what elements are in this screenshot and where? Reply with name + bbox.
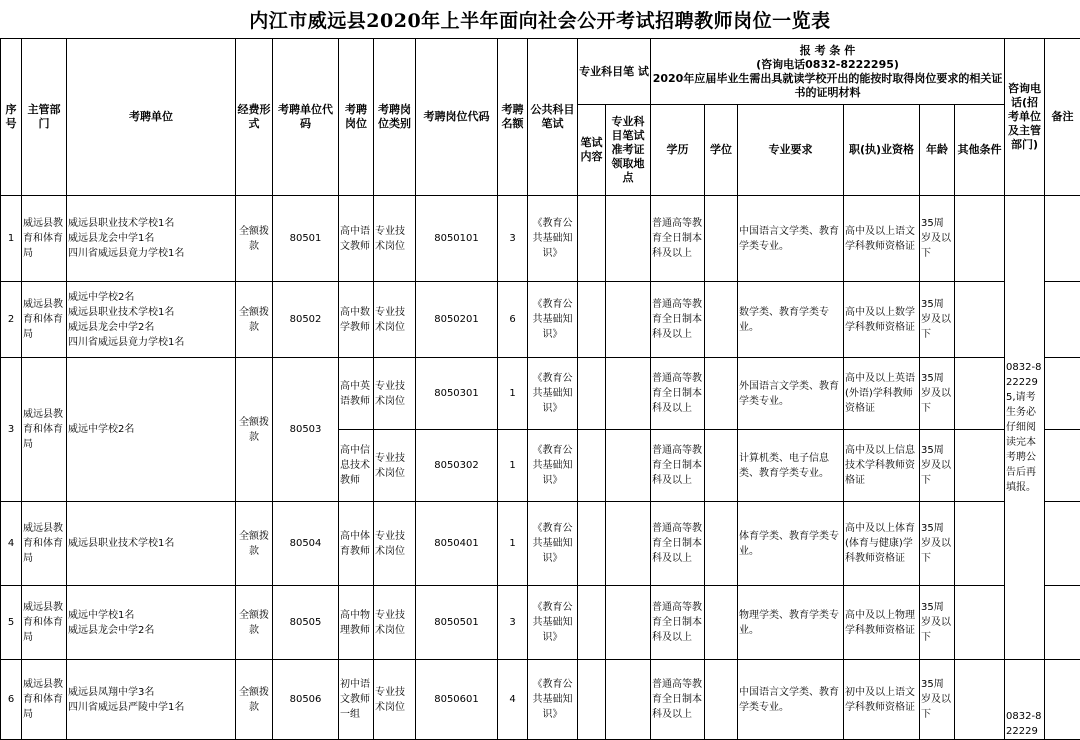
cell-remark — [1045, 660, 1080, 740]
cell-fund: 全额拨款 — [236, 586, 273, 660]
cell-age: 35周岁及以下 — [920, 502, 955, 586]
cell-edu: 普通高等教育全日制本科及以上 — [651, 660, 705, 740]
cell-exam-ticket — [606, 282, 651, 358]
cell-exam-ticket — [606, 430, 651, 502]
table-row — [1, 502, 1080, 586]
cell-post: 初中语文教师一组 — [339, 660, 374, 740]
cell-fund: 全额拨款 — [236, 196, 273, 282]
conditions-note: 2020年应届毕业生需出具就读学校开出的能按时取得岗位要求的相关证书的证明材料 — [652, 72, 1003, 100]
cell-contact: 0832-822229 — [1005, 660, 1045, 740]
cell-post-code: 8050601 — [416, 660, 498, 740]
cell-remark — [1045, 282, 1080, 358]
cell-public-exam: 《教育公共基础知识》 — [528, 358, 578, 430]
cell-major: 中国语言文学类、教育学类专业。 — [738, 660, 844, 740]
cell-public-exam: 《教育公共基础知识》 — [528, 196, 578, 282]
cell-edu: 普通高等教育全日制本科及以上 — [651, 196, 705, 282]
cell-dept: 威远县教育和体育局 — [22, 586, 67, 660]
cell-other — [955, 430, 1005, 502]
cell-public-exam: 《教育公共基础知识》 — [528, 282, 578, 358]
cell-public-exam: 《教育公共基础知识》 — [528, 430, 578, 502]
cell-dept: 威远县教育和体育局 — [22, 502, 67, 586]
cell-post-type: 专业技术岗位 — [374, 358, 416, 430]
cell-other — [955, 660, 1005, 740]
cell-exam-content — [578, 282, 606, 358]
cell-unit-code: 80504 — [273, 502, 339, 586]
cell-fund: 全额拨款 — [236, 660, 273, 740]
cell-post-type: 专业技术岗位 — [374, 282, 416, 358]
cell-exam-content — [578, 430, 606, 502]
cell-cert: 初中及以上语文学科教师资格证 — [844, 660, 920, 740]
cell-post-code: 8050501 — [416, 586, 498, 660]
header-unit-code: 考聘单位代码 — [273, 39, 339, 196]
header-contact: 咨询电话(招考单位及主管部门) — [1005, 39, 1045, 196]
header-post: 考聘岗位 — [339, 39, 374, 196]
header-conditions — [651, 39, 1005, 105]
cell-age: 35周岁及以下 — [920, 586, 955, 660]
cell-remark — [1045, 196, 1080, 282]
header-dept: 主管部门 — [22, 39, 67, 196]
cell-quota: 6 — [498, 282, 528, 358]
cell-edu: 普通高等教育全日制本科及以上 — [651, 430, 705, 502]
cell-degree — [705, 586, 738, 660]
cell-exam-content — [578, 502, 606, 586]
cell-dept: 威远县教育和体育局 — [22, 660, 67, 740]
cell-exam-ticket — [606, 586, 651, 660]
cell-quota: 3 — [498, 196, 528, 282]
cell-post-type: 专业技术岗位 — [374, 660, 416, 740]
header-quota: 考聘名额 — [498, 39, 528, 196]
cell-unit: 威远县职业技术学校1名 威远县龙会中学1名 四川省威远县竟力学校1名 — [67, 196, 236, 282]
cell-major: 外国语言文学类、教育学类专业。 — [738, 358, 844, 430]
cell-seq: 3 — [1, 358, 22, 502]
header-major-exam: 专业科目笔 试 — [578, 39, 651, 105]
cell-post-type: 专业技术岗位 — [374, 502, 416, 586]
cell-public-exam: 《教育公共基础知识》 — [528, 586, 578, 660]
header-exam-content: 笔试内容 — [578, 105, 606, 196]
cell-cert: 高中及以上语文学科教师资格证 — [844, 196, 920, 282]
cell-unit-code: 80501 — [273, 196, 339, 282]
cell-degree — [705, 196, 738, 282]
cell-age: 35周岁及以下 — [920, 430, 955, 502]
cell-exam-ticket — [606, 660, 651, 740]
cell-unit: 威远县凤翔中学3名 四川省威远县严陵中学1名 — [67, 660, 236, 740]
cell-quota: 4 — [498, 660, 528, 740]
cell-unit-code: 80505 — [273, 586, 339, 660]
cell-fund: 全额拨款 — [236, 358, 273, 502]
cell-seq: 1 — [1, 196, 22, 282]
cell-exam-content — [578, 586, 606, 660]
conditions-title: 报 考 条 件 — [652, 44, 1003, 58]
table-row — [1, 282, 1080, 358]
cell-post: 高中语文教师 — [339, 196, 374, 282]
cell-exam-content — [578, 358, 606, 430]
cell-post-code: 8050101 — [416, 196, 498, 282]
cell-seq: 5 — [1, 586, 22, 660]
table-row — [1, 586, 1080, 660]
cell-quota: 1 — [498, 502, 528, 586]
cell-edu: 普通高等教育全日制本科及以上 — [651, 586, 705, 660]
table-row — [1, 660, 1080, 740]
cell-other — [955, 502, 1005, 586]
cell-seq: 2 — [1, 282, 22, 358]
cell-post: 高中信息技术教师 — [339, 430, 374, 502]
cell-quota: 1 — [498, 430, 528, 502]
cell-exam-content — [578, 660, 606, 740]
cell-dept: 威远县教育和体育局 — [22, 196, 67, 282]
cell-exam-ticket — [606, 196, 651, 282]
conditions-phone: (咨询电话0832-8222295) — [652, 58, 1003, 72]
cell-remark — [1045, 358, 1080, 430]
cell-fund: 全额拨款 — [236, 282, 273, 358]
cell-cert: 高中及以上物理学科教师资格证 — [844, 586, 920, 660]
cell-post: 高中英语教师 — [339, 358, 374, 430]
cell-unit: 威远中学校2名 威远县职业技术学校1名 威远县龙会中学2名 四川省威远县竟力学校1名 — [67, 282, 236, 358]
cell-exam-ticket — [606, 358, 651, 430]
cell-degree — [705, 282, 738, 358]
cell-unit: 威远县职业技术学校1名 — [67, 502, 236, 586]
cell-public-exam: 《教育公共基础知识》 — [528, 660, 578, 740]
cell-major: 物理学类、教育学类专业。 — [738, 586, 844, 660]
header-major-req: 专业要求 — [738, 105, 844, 196]
cell-public-exam: 《教育公共基础知识》 — [528, 502, 578, 586]
cell-post-type: 专业技术岗位 — [374, 196, 416, 282]
cell-cert: 高中及以上英语(外语)学科教师资格证 — [844, 358, 920, 430]
cell-degree — [705, 358, 738, 430]
cell-cert: 高中及以上体育(体育与健康)学科教师资格证 — [844, 502, 920, 586]
cell-major: 数学类、教育学类专业。 — [738, 282, 844, 358]
cell-edu: 普通高等教育全日制本科及以上 — [651, 502, 705, 586]
cell-dept: 威远县教育和体育局 — [22, 282, 67, 358]
cell-remark — [1045, 430, 1080, 502]
cell-major: 体育学类、教育学类专业。 — [738, 502, 844, 586]
page-title: 内江市威远县2020年上半年面向社会公开考试招聘教师岗位一览表 — [0, 0, 1080, 38]
cell-other — [955, 282, 1005, 358]
cell-degree — [705, 660, 738, 740]
cell-other — [955, 358, 1005, 430]
cell-post-code: 8050401 — [416, 502, 498, 586]
cell-cert: 高中及以上数学学科教师资格证 — [844, 282, 920, 358]
cell-unit: 威远中学校1名 威远县龙会中学2名 — [67, 586, 236, 660]
cell-age: 35周岁及以下 — [920, 358, 955, 430]
cell-post-code: 8050201 — [416, 282, 498, 358]
cell-unit-code: 80506 — [273, 660, 339, 740]
cell-cert: 高中及以上信息技术学科教师资格证 — [844, 430, 920, 502]
header-cert: 职(执)业资格 — [844, 105, 920, 196]
cell-post: 高中数学教师 — [339, 282, 374, 358]
cell-exam-ticket — [606, 502, 651, 586]
cell-unit: 威远中学校2名 — [67, 358, 236, 502]
header-post-type: 考聘岗位类别 — [374, 39, 416, 196]
cell-age: 35周岁及以下 — [920, 660, 955, 740]
header-fund: 经费形式 — [236, 39, 273, 196]
cell-unit-code: 80502 — [273, 282, 339, 358]
header-degree: 学位 — [705, 105, 738, 196]
cell-fund: 全额拨款 — [236, 502, 273, 586]
cell-major: 中国语言文学类、教育学类专业。 — [738, 196, 844, 282]
header-post-code: 考聘岗位代码 — [416, 39, 498, 196]
cell-major: 计算机类、电子信息类、教育学类专业。 — [738, 430, 844, 502]
cell-quota: 1 — [498, 358, 528, 430]
cell-post-type: 专业技术岗位 — [374, 430, 416, 502]
cell-exam-content — [578, 196, 606, 282]
recruitment-table — [0, 38, 1080, 740]
cell-edu: 普通高等教育全日制本科及以上 — [651, 282, 705, 358]
cell-post-code: 8050301 — [416, 358, 498, 430]
cell-post-type: 专业技术岗位 — [374, 586, 416, 660]
cell-post-code: 8050302 — [416, 430, 498, 502]
cell-dept: 威远县教育和体育局 — [22, 358, 67, 502]
cell-post: 高中物理教师 — [339, 586, 374, 660]
header-other: 其他条件 — [955, 105, 1005, 196]
header-remark: 备注 — [1045, 39, 1080, 196]
cell-degree — [705, 502, 738, 586]
cell-remark — [1045, 586, 1080, 660]
cell-contact: 0832-8222295,请考生务必仔细阅读完本考聘公告后再填报。 — [1005, 196, 1045, 660]
cell-other — [955, 196, 1005, 282]
cell-post: 高中体育教师 — [339, 502, 374, 586]
header-exam-ticket: 专业科目笔试准考证领取地点 — [606, 105, 651, 196]
header-edu: 学历 — [651, 105, 705, 196]
cell-age: 35周岁及以下 — [920, 282, 955, 358]
cell-unit-code: 80503 — [273, 358, 339, 502]
table-row — [1, 358, 1080, 430]
table-row — [1, 196, 1080, 282]
cell-seq: 6 — [1, 660, 22, 740]
cell-age: 35周岁及以下 — [920, 196, 955, 282]
header-public-exam: 公共科目笔试 — [528, 39, 578, 196]
header-age: 年龄 — [920, 105, 955, 196]
cell-quota: 3 — [498, 586, 528, 660]
cell-seq: 4 — [1, 502, 22, 586]
header-seq: 序号 — [1, 39, 22, 196]
cell-edu: 普通高等教育全日制本科及以上 — [651, 358, 705, 430]
cell-remark — [1045, 502, 1080, 586]
cell-other — [955, 586, 1005, 660]
cell-degree — [705, 430, 738, 502]
header-unit: 考聘单位 — [67, 39, 236, 196]
